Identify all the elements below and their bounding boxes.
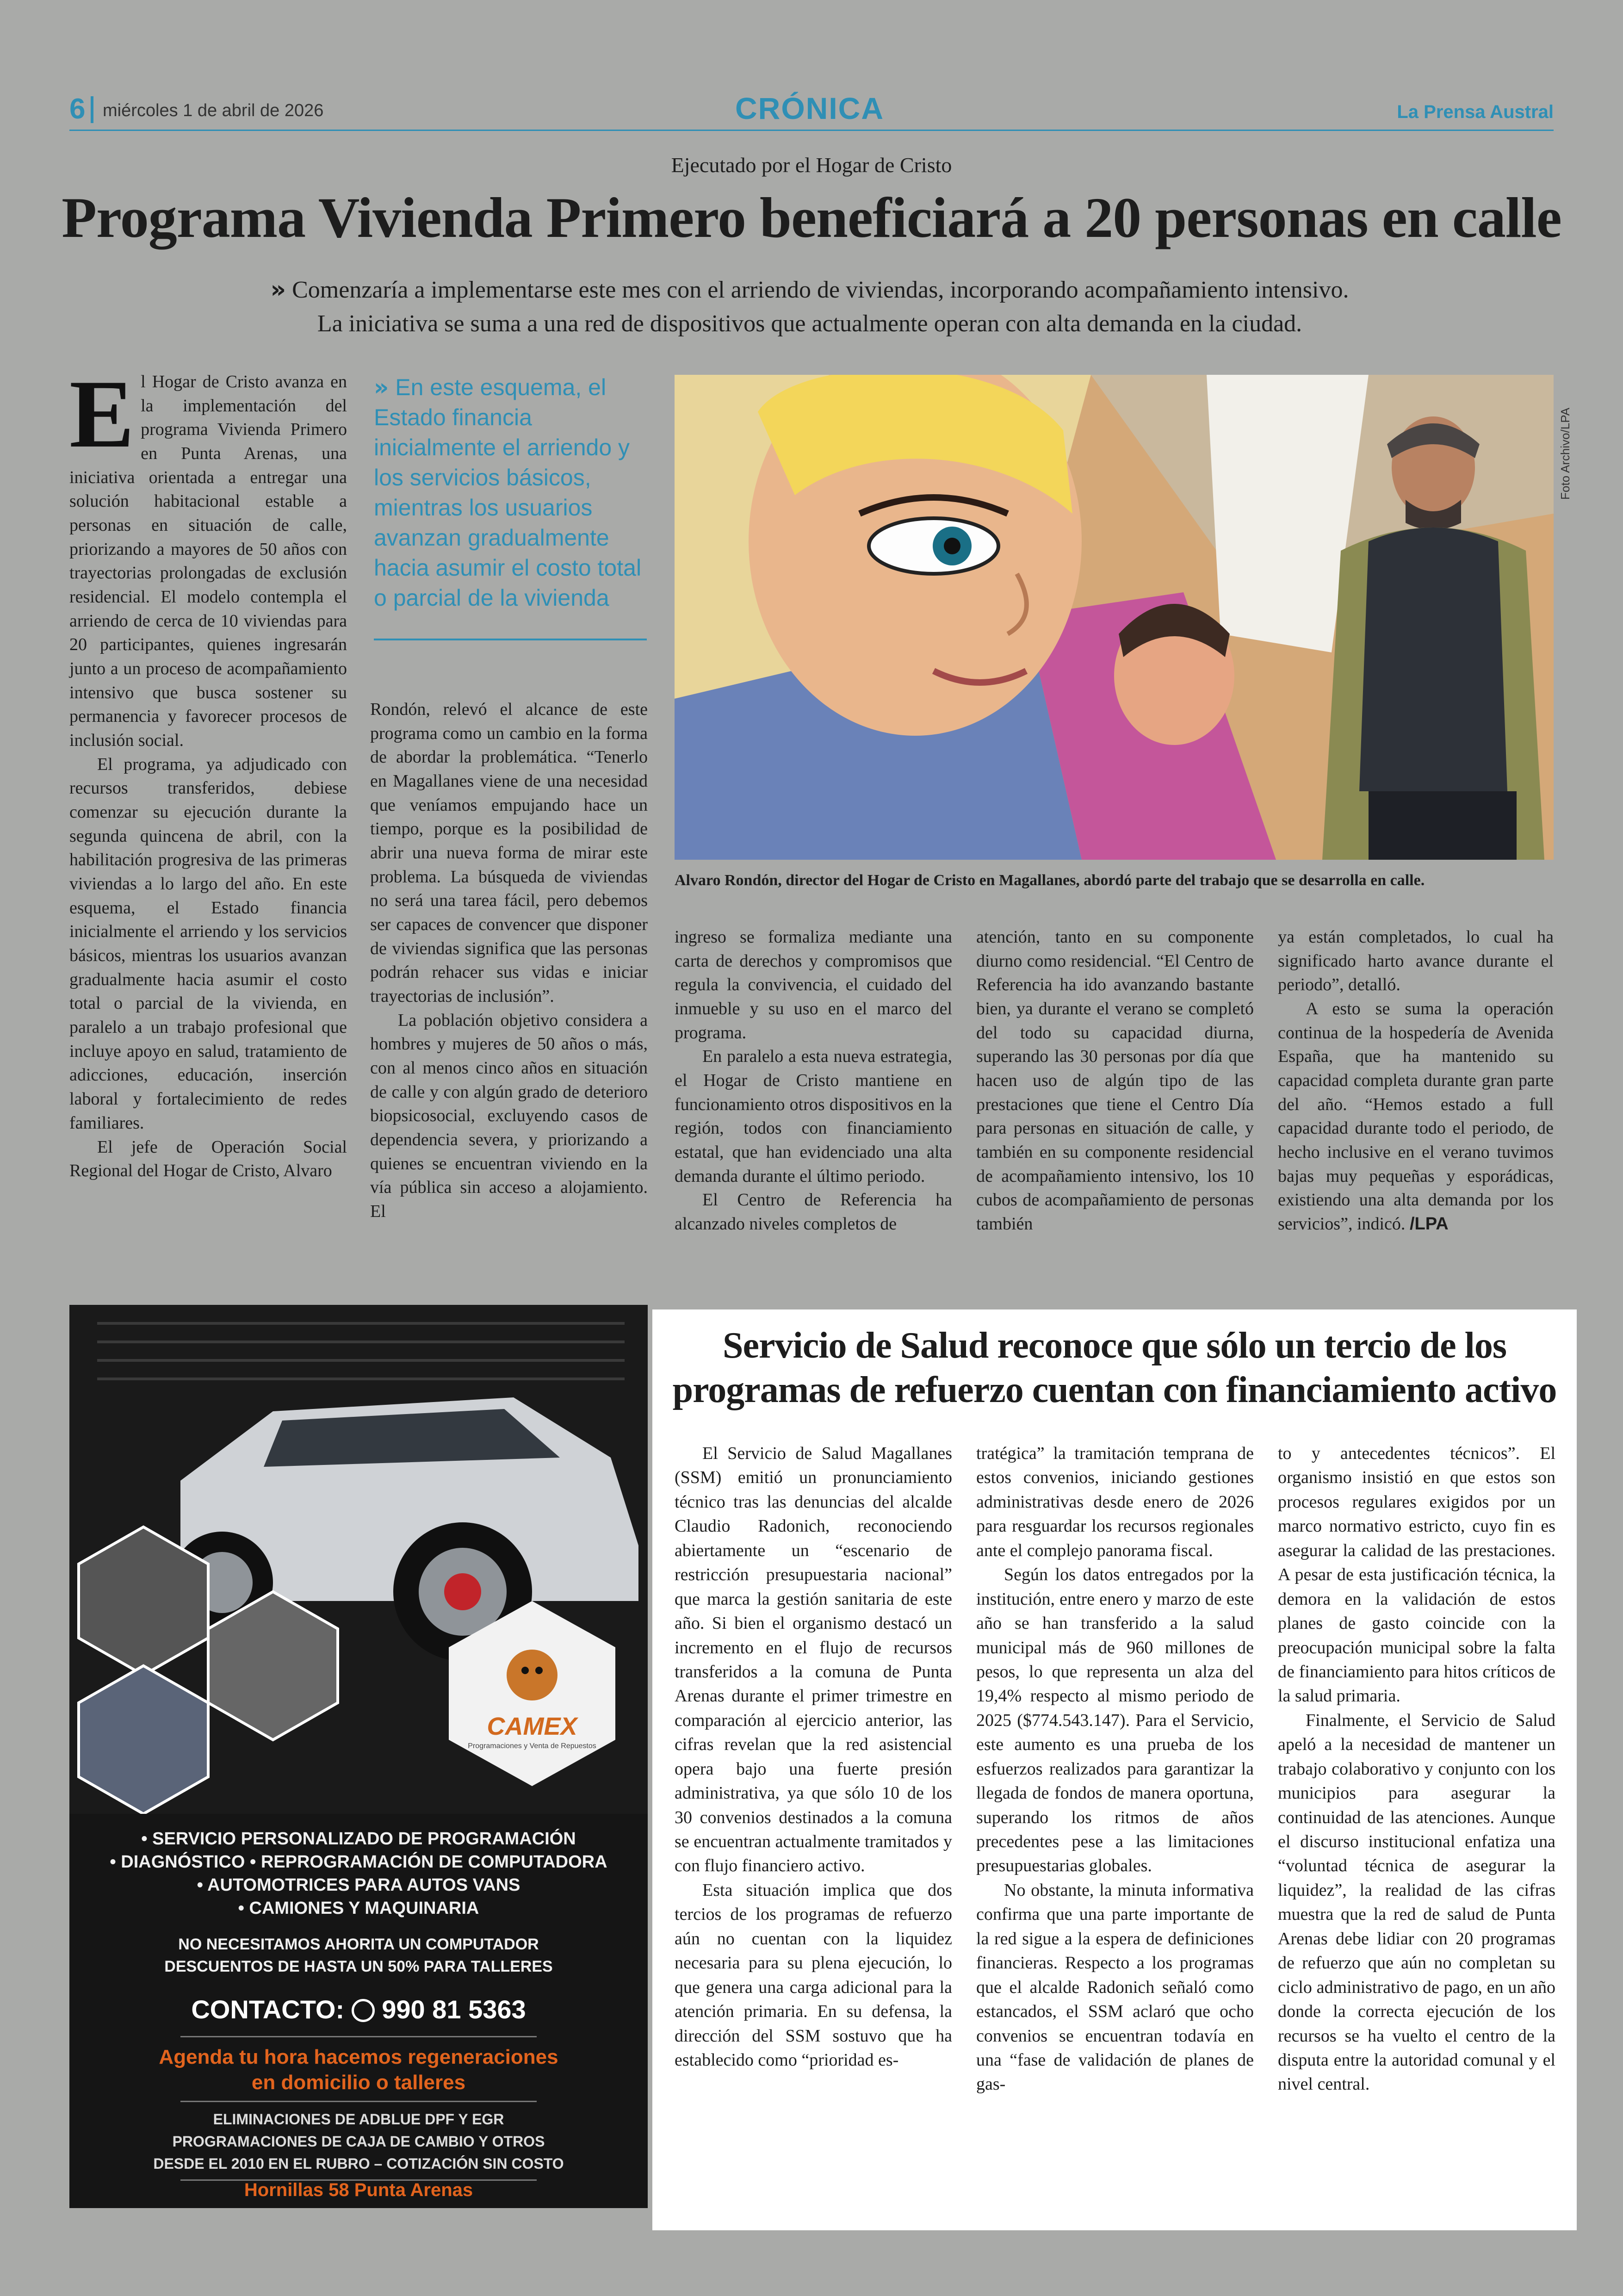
ad-divider <box>180 2036 537 2037</box>
paragraph: El programa, ya adjudicado con recursos transferidos, debiese comenzar su ejecución durante la segunda quincena de abril, con la habilitación progresiva de las primeras viviendas a lo largo del año. En este esquema, el Estado financia inicialmente el arriendo y los servicios básicos, mientras los usuarios avanzan gradualmente hacia asumir el costo total o parcial de la vivienda, en paralelo a un trabajo profesional que incluye apoyo en salud, tratamiento de adicciones, educación, inserción laboral y fortalecimiento de redes familiares. <box>69 754 347 1133</box>
paragraph: tratégica” la tramitación temprana de estos convenios, iniciando gestiones administrativas desde enero de 2026 para resguardar los recursos regionales ante el complejo panorama fiscal. <box>976 1444 1254 1560</box>
article-column-2 <box>370 698 648 1224</box>
ad-promo-1: Agenda tu hora hacemos regeneraciones <box>159 2046 558 2068</box>
double-chevron-icon: » <box>374 374 389 401</box>
newspaper-brand: La Prensa Austral <box>1397 102 1554 122</box>
subtitle-line-2: La iniciativa se suma a una red de dispositivos que actualmente operan con alta demanda en la ciudad. <box>317 310 1302 337</box>
paragraph: A esto se suma la operación continua de la hospedería de Avenida España, que ha mantenido su capacidad completa durante gran parte del año. “Hemos estado a full capacidad durante todo el periodo, de hecho inclusive en el verano tuvimos bajas muy pequeñas y esporádicas, existiendo una alta demanda por los servicios”, indicó. /LPA <box>1278 999 1554 1234</box>
paragraph: El Centro de Referencia ha alcanzado niveles completos de <box>675 1190 952 1234</box>
paragraph: El jefe de Operación Social Regional del Hogar de Cristo, Alvaro <box>69 1137 347 1181</box>
ad-brand-tagline: Programaciones y Venta de Repuestos <box>468 1742 596 1750</box>
article-title: Programa Vivienda Primero beneficiará a 20 personas en calle <box>62 186 1561 249</box>
pull-quote <box>374 372 642 613</box>
paragraph: atención, tanto en su componente diurno como residencial. “El Centro de Referencia ha ido avanzando bastante bien, ya durante el verano se completó del todo su capacidad diurna, superando las 30 personas por día que hacen uso de algún tipo de las prestaciones que tiene el Centro Día para personas en situación de calle, y también en su componente residencial de acompañamiento intensivo, los 10 cubos de acompañamiento de personas también <box>976 927 1254 1234</box>
paragraph: Rondón, relevó el alcance de este programa como un cambio en la forma de abordar la problemática. “Tenerlo en Magallanes viene de una necesidad que veníamos empujando hace un tiempo, porque es la posibilidad de abrir una nueva forma de mirar este problema. La búsqueda de viviendas no será una tarea fácil, pero debemos ser capaces de convencer que disponer de viviendas significa que las personas podrán rehacer sus vidas e iniciar trayectorias de inclusión”. <box>370 700 648 1006</box>
photo-credit: Foto Archivo/LPA <box>1558 408 1572 500</box>
ad-service-1: • SERVICIO PERSONALIZADO DE PROGRAMACIÓN <box>141 1829 576 1849</box>
ad-contact-label: CONTACTO: <box>191 1995 345 2024</box>
ad-service-4: • CAMIONES Y MAQUINARIA <box>238 1899 479 1918</box>
ad-notice-2: DESCUENTOS DE HASTA UN 50% PARA TALLERES <box>164 1958 553 1975</box>
paragraph: Según los datos entregados por la institución, entre enero y marzo de este año se han transferido a la salud municipal más de 960 millones de pesos, lo que representa un alza del 19,4% respecto al mismo periodo de 2025 ($774.543.147). Para el Servicio, este aumento es una prueba de los esfuerzos realizados para garantizar la llegada de fondos de manera oportuna, superando los ritmos de años precedentes pese a las limitaciones presupuestarias globales. <box>976 1565 1254 1876</box>
paragraph: No obstante, la minuta informativa confirma que una parte importante de la red sigue a la espera de definiciones financieras. Respecto a los programas que el alcalde Radonich señaló como estancados, el SSM aclaró que ocho convenios se encuentran todavía en una “fase de validación de planes de gas- <box>976 1880 1254 2094</box>
paragraph: ingreso se formaliza mediante una carta de derechos y compromisos que regula la convivencia, el cuidado del inmueble y su uso en el marco del programa. <box>675 927 952 1043</box>
article-subtitle <box>139 273 1481 341</box>
paragraph: Finalmente, el Servicio de Salud apeló a la necesidad de mantener un trabajo colaborativo y conjunto con los municipios para asegurar la continuidad de las atenciones. Aunque el discurso institucional enfatiza una “voluntad técnica de asegurar la liquidez”, la realidad de las cifras muestra que la red de salud de Punta Arenas debe lidiar con 20 programas de refuerzo que aún no completan su ciclo administrativo de pago, en un año donde la correcta ejecución de los recursos se ha vuelto el centro de la disputa entre la autoridad comunal y el nivel central. <box>1278 1710 1555 2094</box>
header-date: miércoles 1 de abril de 2026 <box>103 101 324 120</box>
ad-detail-1: ELIMINACIONES DE ADBLUE DPF Y EGR <box>213 2111 504 2128</box>
ad-detail-3: DESDE EL 2010 EN EL RUBRO – COTIZACIÓN SIN COSTO <box>153 2155 564 2172</box>
paragraph: ya están completados, lo cual ha significado harto avance durante el periodo”, detalló. <box>1278 927 1554 995</box>
ad-promo-2: en domicilio o talleres <box>251 2071 466 2094</box>
ad-phone: 990 81 5363 <box>382 1995 526 2024</box>
ad-service-2: • DIAGNÓSTICO • REPROGRAMACIÓN DE COMPUTADORA <box>110 1852 607 1872</box>
paragraph: El Servicio de Salud Magallanes (SSM) emitió un pronunciamiento técnico tras las denuncias del alcalde Claudio Radonich, reconociendo abiertamente un “escenario de restricción presupuestaria nacional” que marca la gestión sanitaria de este año. Si bien el organismo destacó un incremento en el flujo de recursos transferidos a la comuna de Punta Arenas durante el primer trimestre en comparación al ejercicio anterior, las cifras revelan que la red asistencial opera bajo una fuerte presión administrativa, ya que sólo 10 de los 30 convenios destinados a la comuna se encuentran actualmente tramitados y con flujo financiero activo. <box>675 1444 952 1876</box>
article-2-column-2 <box>976 1441 1254 2097</box>
paragraph: to y antecedentes técnicos”. El organismo insistió en que estos son procesos regulares exigidos por un marco normativo estricto, cuyo fin es asegurar la calidad de las prestaciones. A pesar de esta justificación técnica, la demora en la validación de estos planes de gasto coincide con la preocupación municipal sobre la falta de financiamiento para hitos críticos de la salud primaria. <box>1278 1444 1555 1706</box>
drop-cap: E <box>69 360 135 468</box>
article-column-5 <box>1278 925 1554 1236</box>
ad-brand-logo: CAMEX <box>487 1713 577 1740</box>
section-name: CRÓNICA <box>735 91 884 125</box>
paragraph: La población objetivo considera a hombres y mujeres de 50 años o más, con al menos cinco años en situación de calle y con algún grado de deterioro biopsicosocial, excluyendo casos de dependencia severa, y priorizando a quienes se encuentran viviendo en la vía pública sin acceso a alojamiento. El <box>370 1010 648 1222</box>
header-rule <box>69 130 1554 131</box>
article-column-3 <box>675 925 952 1236</box>
article-2-column-1 <box>675 1441 952 2072</box>
ad-address: Hornillas 58 Punta Arenas <box>244 2180 473 2200</box>
ad-contact <box>69 1994 648 2024</box>
article-2-column-3 <box>1278 1441 1555 2097</box>
ad-service-3: • AUTOMOTRICES PARA AUTOS VANS <box>197 1875 520 1895</box>
ad-detail-2: PROGRAMACIONES DE CAJA DE CAMBIO Y OTROS <box>172 2133 545 2150</box>
ad-notice-1: NO NECESITAMOS AHORITA UN COMPUTADOR <box>178 1936 539 1953</box>
double-chevron-icon: » <box>270 276 286 304</box>
page-number: 6 <box>69 93 86 125</box>
ad-divider <box>180 2101 537 2102</box>
article-photo <box>675 375 1554 860</box>
paragraph: Esta situación implica que dos tercios de los programas de refuerzo aún no cuentan con la liquidez necesaria para su plena ejecución, lo que genera una carga adicional para la atención primaria. En su defensa, la dirección del SSM sostuvo que ha establecido como “prioridad es- <box>675 1880 952 2070</box>
mural-photo-illustration <box>675 375 1554 860</box>
article-column-1 <box>69 360 347 1183</box>
photo-caption: Alvaro Rondón, director del Hogar de Cristo en Magallanes, abordó parte del trabajo que se desarrolla en calle. <box>675 872 1425 889</box>
paragraph: El Hogar de Cristo avanza en la implementación del programa Vivienda Primero en Punta Arenas, una iniciativa orientada a entregar una solución habitacional estable a personas en situación de calle, priorizando a mayores de 50 años con trayectorias prolongadas de exclusión residencial. El modelo contempla el arriendo de cerca de 10 viviendas para 20 participantes, quienes ingresarán junto a un proceso de acompañamiento intensivo que busca sostener su permanencia y favorecer procesos de inclusión social. <box>69 360 347 751</box>
subtitle-line-1: Comenzaría a implementarse este mes con el arriendo de viviendas, incorporando acompañamiento intensivo. <box>292 277 1349 303</box>
article-2-title: Servicio de Salud reconoce que sólo un tercio de los programas de refuerzo cuentan con financiamiento activo <box>672 1325 1557 1410</box>
article-kicker: Ejecutado por el Hogar de Cristo <box>671 153 952 177</box>
article-column-4 <box>976 925 1254 1236</box>
whatsapp-icon <box>352 1999 375 2022</box>
article-signature: /LPA <box>1409 1214 1449 1234</box>
header-divider <box>91 96 93 123</box>
paragraph: En paralelo a esta nueva estrategia, el Hogar de Cristo mantiene en funcionamiento otros dispositivos en la región, todos con financiamiento estatal, que han evidenciado una alta demanda durante el último periodo. <box>675 1047 952 1186</box>
pull-quote-rule <box>374 639 647 640</box>
pull-quote-text: En este esquema, el Estado financia inicialmente el arriendo y los servicios básicos, mientras los usuarios avanzan gradualmente hacia asumir el costo total o parcial de la vivienda <box>374 374 642 611</box>
advertisement <box>69 1305 648 2208</box>
